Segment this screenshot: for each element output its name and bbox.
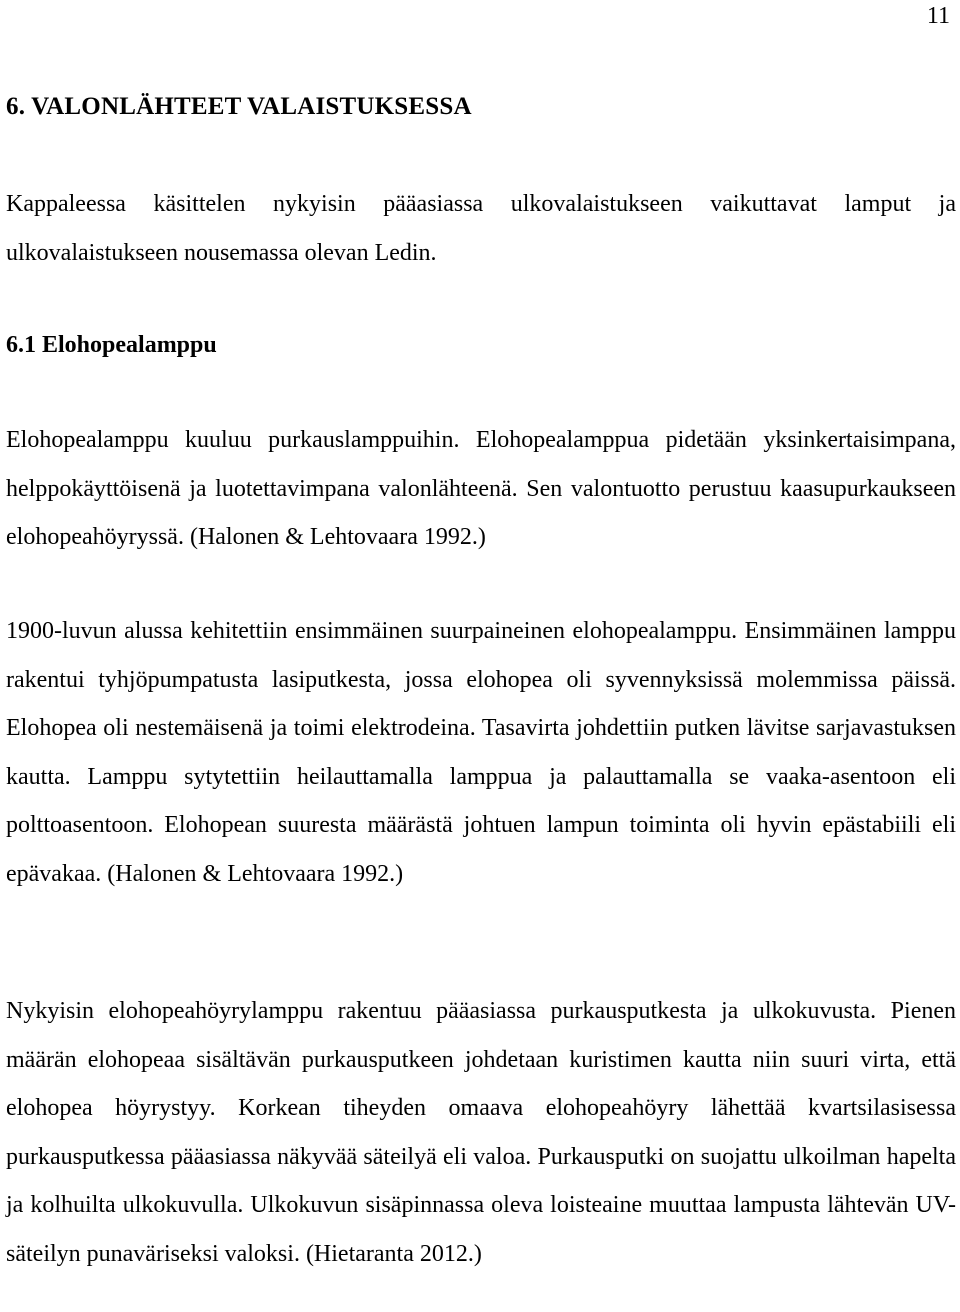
- chapter-intro-paragraph: Kappaleessa käsittelen nykyisin pääasiassa ulkovalaistukseen vaikuttavat lamput ja ulkovalaistukseen nousemassa olevan Ledin.: [6, 191, 956, 266]
- chapter-heading: 6. VALONLÄHTEET VALAISTUKSESSA: [6, 93, 472, 120]
- section-heading: 6.1 Elohopealamppu: [6, 332, 217, 358]
- body-paragraph-2: 1900-luvun alussa kehitettiin ensimmäinen suurpaineinen elohopealamppu. Ensimmäinen lamppu rakentui tyhjöpumpatusta lasiputkesta, jossa elohopea oli syvennyksissä molemmissa päissä. Elohopea oli nestemäisenä ja toimi elektrodeina. Tasavirta johdettiin putken lävitse sarjavastuksen kautta. Lamppu sytytettiin heilauttamalla lamppua ja palauttamalla se vaaka-asentoon eli polttoasentoon. Elohopean suuresta määrästä johtuen lampun toiminta oli hyvin epästabiili eli epävakaa. (Halonen & Lehtovaara 1992.): [6, 618, 956, 887]
- body-paragraph-3: Nykyisin elohopeahöyrylamppu rakentuu pääasiassa purkausputkesta ja ulkokuvusta. Pienen määrän elohopeaa sisältävän purkausputkeen johdetaan kuristimen kautta niin suuri virta, että elohopea höyrystyy. Korkean tiheyden omaava elohopeahöyry lähettää kvartsilasisessa purkausputkessa pääasiassa näkyvää säteilyä eli valoa. Purkausputki on suojattu ulkoilman hapelta ja kolhuilta ulkokuvulla. Ulkokuvun sisäpinnassa oleva loisteaine muuttaa lampusta lähtevän UV-säteilyn punaväriseksi valoksi. (Hietaranta 2012.): [6, 998, 956, 1267]
- page-number: 11: [926, 3, 950, 29]
- body-paragraph-1: Elohopealamppu kuuluu purkauslamppuihin. Elohopealamppua pidetään yksinkertaisimpana, helppokäyttöisenä ja luotettavimpana valonlähteenä. Sen valontuotto perustuu kaasupurkaukseen elohopeahöyryssä. (Halonen & Lehtovaara 1992.): [6, 427, 956, 550]
